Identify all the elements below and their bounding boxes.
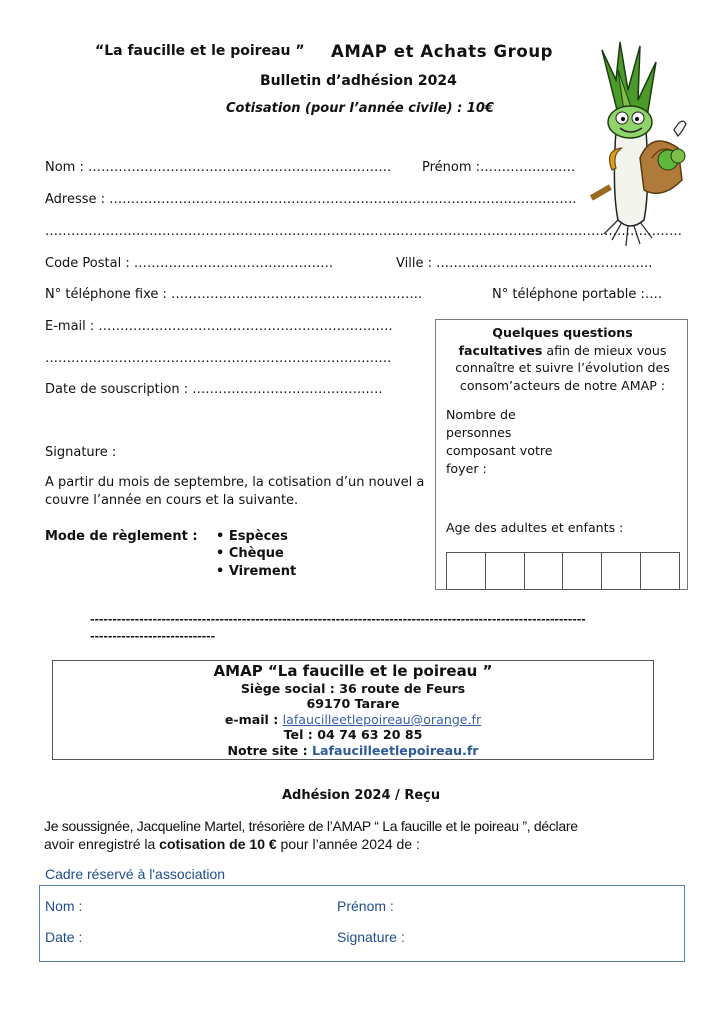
info-site-line [53, 743, 653, 758]
ville-field[interactable]: Ville : ………………………………………….. [396, 256, 653, 271]
questions-title-bold-1: Quelques questions [492, 325, 633, 340]
age-cell[interactable] [524, 553, 563, 589]
telephone-portable-field[interactable]: N° téléphone portable :…. [492, 287, 662, 302]
questions-title-bold-2: facultatives [458, 342, 543, 358]
telephone-fixe-field[interactable]: N° téléphone fixe : …………………………………………………. [45, 287, 423, 302]
notice-line-1: A partir du mois de septembre, la cotisation d’un nouvel a [45, 475, 425, 490]
ages-question: Age des adultes et enfants : [446, 520, 624, 535]
payment-option-virement[interactable]: • Virement [216, 564, 297, 579]
cut-line-end: ---------------------------- [90, 630, 216, 643]
leek-mascot-icon [582, 40, 692, 250]
receipt-text-2a: avoir enregistré la [44, 836, 160, 852]
amap-title: AMAP et Achats Group [331, 42, 554, 61]
info-tel: Tel : 04 74 63 20 85 [283, 727, 423, 742]
email-field[interactable]: E-mail : ……………………………………………………….…. [45, 319, 393, 334]
questions-title [440, 324, 685, 394]
prenom-field[interactable]: Prénom :…………………. [422, 160, 576, 175]
association-name: “La faucille et le poireau ” [95, 43, 305, 59]
receipt-text-2c: pour l’année 2024 de : [276, 836, 420, 852]
age-cell[interactable] [562, 553, 601, 589]
questions-title-rest: afin de mieux vous [542, 342, 667, 358]
info-email-label: e-mail : [224, 712, 283, 727]
receipt-text-line-1: Je soussignée, Jacqueline Martel, trésorière de l’AMAP “ La faucille et le poireau ”, déclare [44, 818, 578, 834]
receipt-title: Adhésion 2024 / Reçu [282, 788, 441, 803]
ages-grid [446, 552, 680, 590]
optional-questions-box [435, 319, 688, 590]
household-size-question[interactable]: Nombre de personnes composant votre foyer : [446, 407, 553, 476]
payment-option-cheque[interactable]: • Chèque [216, 546, 284, 561]
reserved-date-field[interactable]: Date : [45, 929, 83, 945]
code-postal-field[interactable]: Code Postal : ………………………………………. [45, 256, 333, 271]
reserved-nom-field[interactable]: Nom : [45, 898, 83, 914]
age-cell[interactable] [601, 553, 640, 589]
reserved-prenom-field[interactable]: Prénom : [337, 898, 394, 914]
questions-title-line-3: connaître et suivre l’évolution des [455, 360, 670, 375]
signature-field[interactable]: Signature : [45, 445, 117, 460]
cotisation-line: Cotisation (pour l’année civile) : 10€ [226, 101, 494, 116]
age-cell[interactable] [640, 553, 679, 589]
info-site-label: Notre site : [227, 743, 312, 758]
reserved-frame [39, 885, 685, 962]
payment-mode-label: Mode de règlement : [45, 529, 198, 544]
info-city: 69170 Tarare [306, 696, 400, 711]
adresse-field-line2[interactable]: ………………………………………………………………………………………………………………………………… [45, 224, 682, 239]
age-cell[interactable] [485, 553, 524, 589]
info-email-link[interactable]: lafaucilleetlepoireau@orange.fr [282, 712, 482, 727]
nom-field[interactable]: Nom : ……………………………………………………………. [45, 160, 392, 175]
cut-line: --------------------------------------------------------------------------------------------------------------- [90, 613, 586, 626]
info-email-line [53, 712, 653, 727]
receipt-cotisation-amount: cotisation de 10 € [159, 836, 277, 852]
payment-option-especes[interactable]: • Espèces [216, 529, 288, 544]
adresse-field[interactable]: Adresse : …………………………………………………………………………………….….……. [45, 192, 577, 207]
questions-title-line-4: consom’acteurs de notre AMAP : [459, 377, 666, 393]
reserved-frame-label: Cadre réservé à l'association [45, 866, 226, 882]
age-cell[interactable] [447, 553, 485, 589]
receipt-text-line-2 [44, 836, 420, 852]
reserved-signature-field[interactable]: Signature : [337, 929, 405, 945]
email-field-line2[interactable]: ……………………………………………………………….……. [45, 351, 392, 366]
notice-line-2: couvre l’année en cours et la suivante. [45, 493, 299, 508]
bulletin-title: Bulletin d’adhésion 2024 [260, 73, 457, 89]
date-souscription-field[interactable]: Date de souscription : ………………………………….…. [45, 382, 383, 397]
info-site-link[interactable]: Lafaucilleetlepoireau.fr [312, 743, 479, 758]
association-info-box [52, 660, 654, 760]
info-siege: Siège social : 36 route de Feurs [240, 681, 466, 696]
info-association-name: AMAP “La faucille et le poireau ” [213, 662, 493, 680]
